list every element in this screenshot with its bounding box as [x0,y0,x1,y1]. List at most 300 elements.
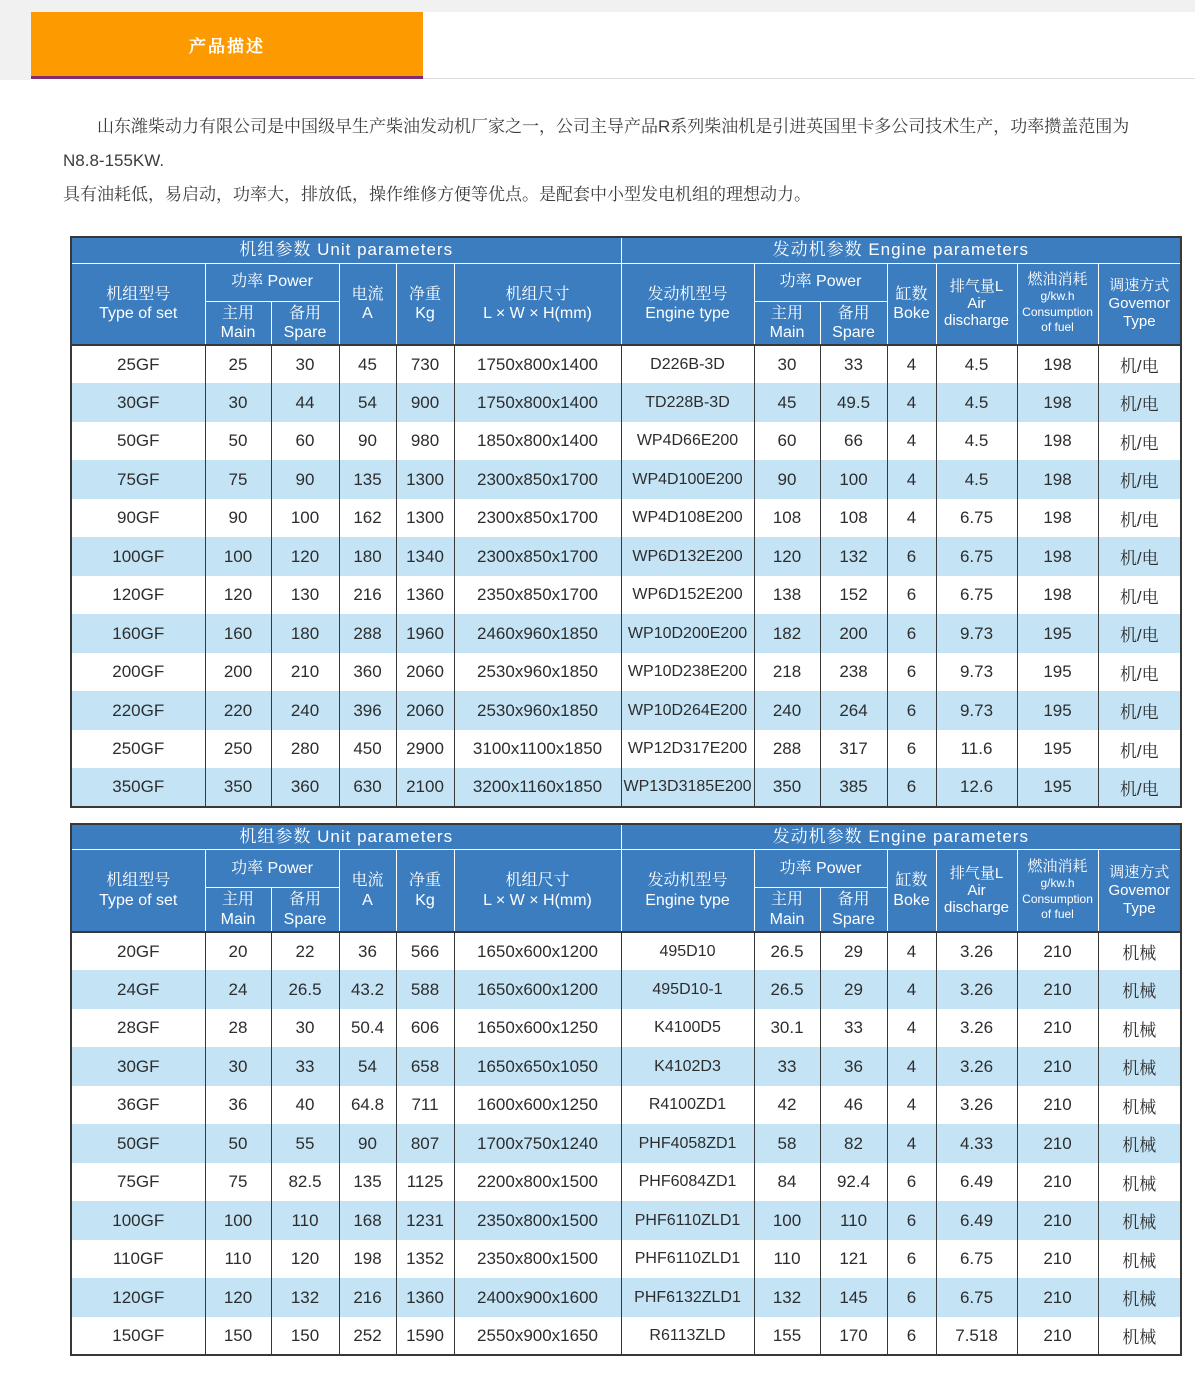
cell-unit-dimensions-mm: 2530x960x1850 [454,653,621,692]
cell-current-a: 54 [339,1047,396,1086]
cell-air-discharge-l: 3.26 [936,970,1017,1009]
cell-power-main: 150 [205,1317,271,1356]
cell-current-a: 360 [339,653,396,692]
cell-governor-type: 机械 [1098,1240,1181,1279]
cell-type-of-set: 350GF [71,768,205,807]
cell-net-weight-kg: 730 [396,345,454,384]
col-type-of-set: 机组型号 Type of set [71,263,205,345]
cell-unit-dimensions-mm: 1750x800x1400 [454,383,621,422]
cell-fuel-consumption: 210 [1017,1278,1098,1317]
col-power: 功率 Power [205,850,339,888]
left-gray-strip [0,0,31,80]
cell-type-of-set: 100GF [71,1201,205,1240]
cell-engine-power-main: 350 [754,768,820,807]
cell-governor-type: 机/电 [1098,383,1181,422]
cell-power-spare: 60 [271,422,339,461]
cell-net-weight-kg: 566 [396,932,454,971]
cell-engine-power-main: 30.1 [754,1009,820,1048]
cell-unit-dimensions-mm: 3200x1160x1850 [454,768,621,807]
cell-current-a: 162 [339,499,396,538]
cell-engine-power-spare: 46 [820,1086,887,1125]
spec-table-mechanical [70,823,1182,1356]
cell-engine-power-main: 182 [754,614,820,653]
cell-air-discharge-l: 4.5 [936,460,1017,499]
cell-cylinder-count: 4 [887,1124,936,1163]
col-power-spare: 备用 Spare [271,888,339,932]
cell-net-weight-kg: 900 [396,383,454,422]
cell-fuel-consumption: 198 [1017,345,1098,384]
cell-net-weight-kg: 2900 [396,730,454,769]
col-cylinders: 缸数 Boke [887,850,936,932]
cell-governor-type: 机/电 [1098,460,1181,499]
cell-net-weight-kg: 1590 [396,1317,454,1356]
cell-engine-power-spare: 317 [820,730,887,769]
cell-engine-type: PHF6132ZLD1 [621,1278,754,1317]
spec-row-28GF [71,1009,1181,1048]
cell-engine-type: WP10D200E200 [621,614,754,653]
cell-engine-power-main: 138 [754,576,820,615]
cell-type-of-set: 20GF [71,932,205,971]
cell-power-main: 110 [205,1240,271,1279]
cell-power-main: 350 [205,768,271,807]
cell-net-weight-kg: 980 [396,422,454,461]
col-engine-power-spare: 备用 Spare [820,301,887,345]
cell-unit-dimensions-mm: 1600x600x1250 [454,1086,621,1125]
cell-fuel-consumption: 210 [1017,970,1098,1009]
cell-power-spare: 240 [271,691,339,730]
spec-row-160GF [71,614,1181,653]
spec-row-24GF [71,970,1181,1009]
cell-type-of-set: 36GF [71,1086,205,1125]
cell-engine-power-main: 26.5 [754,970,820,1009]
cell-engine-power-main: 218 [754,653,820,692]
cell-current-a: 252 [339,1317,396,1356]
cell-air-discharge-l: 6.49 [936,1163,1017,1202]
cell-governor-type: 机械 [1098,1124,1181,1163]
cell-power-main: 28 [205,1009,271,1048]
cell-unit-dimensions-mm: 2350x800x1500 [454,1240,621,1279]
cell-air-discharge-l: 4.5 [936,345,1017,384]
cell-power-main: 160 [205,614,271,653]
cell-net-weight-kg: 711 [396,1086,454,1125]
col-engine-power-main: 主用 Main [754,888,820,932]
cell-cylinder-count: 6 [887,1201,936,1240]
cell-power-spare: 22 [271,932,339,971]
cell-engine-power-main: 42 [754,1086,820,1125]
cell-air-discharge-l: 11.6 [936,730,1017,769]
cell-fuel-consumption: 210 [1017,932,1098,971]
cell-power-main: 120 [205,576,271,615]
cell-engine-power-main: 155 [754,1317,820,1356]
cell-engine-power-main: 30 [754,345,820,384]
cell-power-main: 120 [205,1278,271,1317]
cell-power-spare: 100 [271,499,339,538]
col-governor-type: 调速方式 Govemor Type [1098,263,1181,345]
cell-engine-type: WP10D264E200 [621,691,754,730]
cell-power-spare: 180 [271,614,339,653]
cell-power-spare: 120 [271,1240,339,1279]
cell-engine-power-spare: 200 [820,614,887,653]
cell-type-of-set: 25GF [71,345,205,384]
cell-engine-power-main: 84 [754,1163,820,1202]
cell-cylinder-count: 6 [887,614,936,653]
cell-type-of-set: 50GF [71,422,205,461]
cell-type-of-set: 30GF [71,1047,205,1086]
cell-type-of-set: 90GF [71,499,205,538]
cell-engine-power-spare: 29 [820,970,887,1009]
cell-unit-dimensions-mm: 1650x600x1200 [454,932,621,971]
cell-fuel-consumption: 210 [1017,1201,1098,1240]
cell-engine-type: K4100D5 [621,1009,754,1048]
cell-current-a: 45 [339,345,396,384]
cell-net-weight-kg: 658 [396,1047,454,1086]
cell-engine-type: WP4D108E200 [621,499,754,538]
spec-row-150GF [71,1317,1181,1356]
cell-power-spare: 55 [271,1124,339,1163]
spec-row-100GF [71,537,1181,576]
cell-engine-power-spare: 100 [820,460,887,499]
cell-governor-type: 机/电 [1098,499,1181,538]
cell-air-discharge-l: 9.73 [936,614,1017,653]
cell-current-a: 64.8 [339,1086,396,1125]
cell-current-a: 216 [339,576,396,615]
cell-cylinder-count: 6 [887,1240,936,1279]
cell-power-spare: 30 [271,1009,339,1048]
col-dimensions: 机组尺寸 L × W × H(mm) [454,850,621,932]
cell-air-discharge-l: 4.33 [936,1124,1017,1163]
cell-cylinder-count: 4 [887,345,936,384]
cell-engine-power-spare: 49.5 [820,383,887,422]
cell-power-spare: 82.5 [271,1163,339,1202]
spec-row-120GF [71,576,1181,615]
cell-power-spare: 44 [271,383,339,422]
cell-cylinder-count: 6 [887,1317,936,1356]
cell-power-main: 50 [205,422,271,461]
cell-fuel-consumption: 195 [1017,653,1098,692]
cell-cylinder-count: 4 [887,1047,936,1086]
cell-air-discharge-l: 6.49 [936,1201,1017,1240]
spec-table-header [71,237,1181,345]
cell-net-weight-kg: 1360 [396,1278,454,1317]
cell-governor-type: 机械 [1098,1047,1181,1086]
col-power-main: 主用 Main [205,301,271,345]
cell-net-weight-kg: 1125 [396,1163,454,1202]
spec-table-body-electronic [71,345,1181,807]
spec-table-header [71,824,1181,932]
spec-row-100GF [71,1201,1181,1240]
cell-engine-type: PHF6084ZD1 [621,1163,754,1202]
spec-row-75GF [71,460,1181,499]
spec-row-30GF [71,383,1181,422]
cell-unit-dimensions-mm: 2200x800x1500 [454,1163,621,1202]
cell-fuel-consumption: 198 [1017,383,1098,422]
cell-fuel-consumption: 195 [1017,730,1098,769]
page-header [0,0,1195,80]
cell-current-a: 135 [339,460,396,499]
cell-unit-dimensions-mm: 1700x750x1240 [454,1124,621,1163]
spec-row-20GF [71,932,1181,971]
product-description-paragraph [63,110,1165,212]
header-divider-line [423,78,1195,79]
col-power-spare: 备用 Spare [271,301,339,345]
cell-air-discharge-l: 3.26 [936,1047,1017,1086]
tab-product-description-label: 产品描述 [189,36,265,56]
cell-power-spare: 210 [271,653,339,692]
cell-type-of-set: 28GF [71,1009,205,1048]
cell-engine-power-spare: 152 [820,576,887,615]
cell-engine-power-main: 132 [754,1278,820,1317]
cell-power-main: 25 [205,345,271,384]
cell-unit-dimensions-mm: 3100x1100x1850 [454,730,621,769]
cell-governor-type: 机/电 [1098,576,1181,615]
spec-row-75GF [71,1163,1181,1202]
col-engine-power: 功率 Power [754,850,887,888]
spec-row-120GF [71,1278,1181,1317]
cell-power-main: 100 [205,1201,271,1240]
cell-unit-dimensions-mm: 2350x850x1700 [454,576,621,615]
cell-power-main: 36 [205,1086,271,1125]
col-air-discharge: 排气量L Air discharge [936,850,1017,932]
cell-engine-type: WP6D152E200 [621,576,754,615]
cell-engine-power-spare: 108 [820,499,887,538]
cell-engine-power-spare: 132 [820,537,887,576]
cell-governor-type: 机/电 [1098,730,1181,769]
top-gray-strip [0,0,1195,12]
cell-type-of-set: 75GF [71,460,205,499]
col-net-weight: 净重 Kg [396,263,454,345]
cell-type-of-set: 120GF [71,576,205,615]
cell-fuel-consumption: 210 [1017,1009,1098,1048]
unit-parameters-header: 机组参数 Unit parameters [71,824,621,850]
cell-engine-type: 495D10-1 [621,970,754,1009]
cell-unit-dimensions-mm: 2460x960x1850 [454,614,621,653]
cell-power-spare: 130 [271,576,339,615]
spec-row-25GF [71,345,1181,384]
cell-unit-dimensions-mm: 2300x850x1700 [454,537,621,576]
cell-current-a: 36 [339,932,396,971]
cell-unit-dimensions-mm: 1650x650x1050 [454,1047,621,1086]
cell-engine-type: D226B-3D [621,345,754,384]
cell-governor-type: 机械 [1098,1163,1181,1202]
cell-net-weight-kg: 1231 [396,1201,454,1240]
cell-unit-dimensions-mm: 2300x850x1700 [454,460,621,499]
cell-cylinder-count: 4 [887,932,936,971]
cell-cylinder-count: 4 [887,460,936,499]
cell-engine-power-spare: 121 [820,1240,887,1279]
cell-power-main: 75 [205,460,271,499]
cell-cylinder-count: 4 [887,970,936,1009]
cell-cylinder-count: 6 [887,653,936,692]
cell-engine-type: PHF6110ZLD1 [621,1201,754,1240]
spec-row-36GF [71,1086,1181,1125]
cell-governor-type: 机械 [1098,1278,1181,1317]
cell-power-spare: 33 [271,1047,339,1086]
cell-engine-power-spare: 29 [820,932,887,971]
cell-type-of-set: 200GF [71,653,205,692]
cell-fuel-consumption: 195 [1017,768,1098,807]
cell-type-of-set: 50GF [71,1124,205,1163]
cell-engine-power-main: 90 [754,460,820,499]
cell-fuel-consumption: 198 [1017,460,1098,499]
cell-engine-power-main: 110 [754,1240,820,1279]
col-governor-type: 调速方式 Govemor Type [1098,850,1181,932]
cell-current-a: 90 [339,1124,396,1163]
cell-governor-type: 机械 [1098,932,1181,971]
cell-engine-type: K4102D3 [621,1047,754,1086]
cell-net-weight-kg: 1352 [396,1240,454,1279]
cell-air-discharge-l: 4.5 [936,383,1017,422]
col-current: 电流 A [339,263,396,345]
cell-net-weight-kg: 1340 [396,537,454,576]
cell-engine-power-spare: 145 [820,1278,887,1317]
cell-power-spare: 132 [271,1278,339,1317]
cell-governor-type: 机/电 [1098,614,1181,653]
cell-engine-power-main: 288 [754,730,820,769]
cell-air-discharge-l: 6.75 [936,499,1017,538]
spec-table-body-mechanical [71,932,1181,1356]
cell-net-weight-kg: 2100 [396,768,454,807]
col-engine-power-spare: 备用 Spare [820,888,887,932]
col-net-weight: 净重 Kg [396,850,454,932]
cell-cylinder-count: 6 [887,576,936,615]
spec-row-50GF [71,1124,1181,1163]
cell-engine-type: R4100ZD1 [621,1086,754,1125]
cell-engine-power-main: 60 [754,422,820,461]
cell-current-a: 450 [339,730,396,769]
cell-engine-power-spare: 238 [820,653,887,692]
cell-current-a: 168 [339,1201,396,1240]
cell-cylinder-count: 6 [887,768,936,807]
cell-engine-power-main: 240 [754,691,820,730]
col-engine-power-main: 主用 Main [754,301,820,345]
cell-governor-type: 机械 [1098,970,1181,1009]
cell-unit-dimensions-mm: 1650x600x1200 [454,970,621,1009]
cell-fuel-consumption: 210 [1017,1317,1098,1356]
cell-power-spare: 120 [271,537,339,576]
cell-power-main: 24 [205,970,271,1009]
cell-governor-type: 机/电 [1098,422,1181,461]
cell-power-main: 30 [205,383,271,422]
cell-air-discharge-l: 3.26 [936,932,1017,971]
cell-type-of-set: 120GF [71,1278,205,1317]
cell-governor-type: 机械 [1098,1201,1181,1240]
spec-row-50GF [71,422,1181,461]
cell-power-main: 75 [205,1163,271,1202]
cell-fuel-consumption: 210 [1017,1047,1098,1086]
spec-table-electronic [70,236,1182,808]
cell-engine-power-main: 26.5 [754,932,820,971]
engine-parameters-header: 发动机参数 Engine parameters [621,237,1181,263]
cell-power-spare: 280 [271,730,339,769]
spec-row-110GF [71,1240,1181,1279]
cell-power-main: 250 [205,730,271,769]
cell-current-a: 135 [339,1163,396,1202]
cell-net-weight-kg: 606 [396,1009,454,1048]
col-cylinders: 缸数 Boke [887,263,936,345]
cell-unit-dimensions-mm: 2550x900x1650 [454,1317,621,1356]
cell-power-main: 90 [205,499,271,538]
cell-current-a: 396 [339,691,396,730]
cell-air-discharge-l: 6.75 [936,537,1017,576]
cell-power-spare: 90 [271,460,339,499]
cell-engine-power-spare: 66 [820,422,887,461]
cell-engine-power-spare: 33 [820,1009,887,1048]
cell-engine-type: WP6D132E200 [621,537,754,576]
cell-power-main: 50 [205,1124,271,1163]
cell-governor-type: 机/电 [1098,653,1181,692]
cell-engine-power-spare: 82 [820,1124,887,1163]
cell-net-weight-kg: 2060 [396,691,454,730]
cell-air-discharge-l: 9.73 [936,653,1017,692]
cell-governor-type: 机/电 [1098,691,1181,730]
cell-unit-dimensions-mm: 1650x600x1250 [454,1009,621,1048]
cell-air-discharge-l: 12.6 [936,768,1017,807]
cell-power-main: 200 [205,653,271,692]
cell-engine-power-main: 100 [754,1201,820,1240]
cell-engine-type: R6113ZLD [621,1317,754,1356]
cell-fuel-consumption: 210 [1017,1086,1098,1125]
cell-current-a: 90 [339,422,396,461]
tab-product-description[interactable] [31,12,423,79]
cell-engine-power-main: 45 [754,383,820,422]
cell-cylinder-count: 4 [887,422,936,461]
cell-governor-type: 机械 [1098,1009,1181,1048]
cell-governor-type: 机/电 [1098,345,1181,384]
cell-net-weight-kg: 1300 [396,499,454,538]
cell-current-a: 50.4 [339,1009,396,1048]
cell-air-discharge-l: 3.26 [936,1009,1017,1048]
cell-type-of-set: 250GF [71,730,205,769]
cell-current-a: 216 [339,1278,396,1317]
spec-row-30GF [71,1047,1181,1086]
cell-engine-power-spare: 33 [820,345,887,384]
cell-fuel-consumption: 198 [1017,499,1098,538]
cell-net-weight-kg: 2060 [396,653,454,692]
cell-fuel-consumption: 198 [1017,537,1098,576]
cell-type-of-set: 75GF [71,1163,205,1202]
cell-unit-dimensions-mm: 2350x800x1500 [454,1201,621,1240]
cell-current-a: 54 [339,383,396,422]
cell-engine-type: WP4D100E200 [621,460,754,499]
spec-tables [70,236,1180,1356]
cell-type-of-set: 100GF [71,537,205,576]
cell-engine-type: WP4D66E200 [621,422,754,461]
cell-engine-power-spare: 170 [820,1317,887,1356]
description-line-1: 山东潍柴动力有限公司是中国级早生产柴油发动机厂家之一，公司主导产品R系列柴油机是引进英国里卡多公司技术生产，功率攒盖范围为N8.8-155KW. [63,117,1130,170]
cell-air-discharge-l: 6.75 [936,1240,1017,1279]
cell-engine-type: PHF6110ZLD1 [621,1240,754,1279]
cell-net-weight-kg: 807 [396,1124,454,1163]
cell-engine-type: WP13D3185E200 [621,768,754,807]
col-current: 电流 A [339,850,396,932]
cell-cylinder-count: 4 [887,499,936,538]
cell-engine-power-main: 33 [754,1047,820,1086]
cell-type-of-set: 160GF [71,614,205,653]
cell-air-discharge-l: 3.26 [936,1086,1017,1125]
cell-current-a: 288 [339,614,396,653]
cell-type-of-set: 110GF [71,1240,205,1279]
cell-engine-type: PHF4058ZD1 [621,1124,754,1163]
col-power-main: 主用 Main [205,888,271,932]
cell-net-weight-kg: 1300 [396,460,454,499]
cell-cylinder-count: 6 [887,730,936,769]
cell-cylinder-count: 6 [887,691,936,730]
cell-type-of-set: 150GF [71,1317,205,1356]
cell-cylinder-count: 6 [887,537,936,576]
cell-cylinder-count: 4 [887,1009,936,1048]
cell-current-a: 198 [339,1240,396,1279]
cell-current-a: 180 [339,537,396,576]
